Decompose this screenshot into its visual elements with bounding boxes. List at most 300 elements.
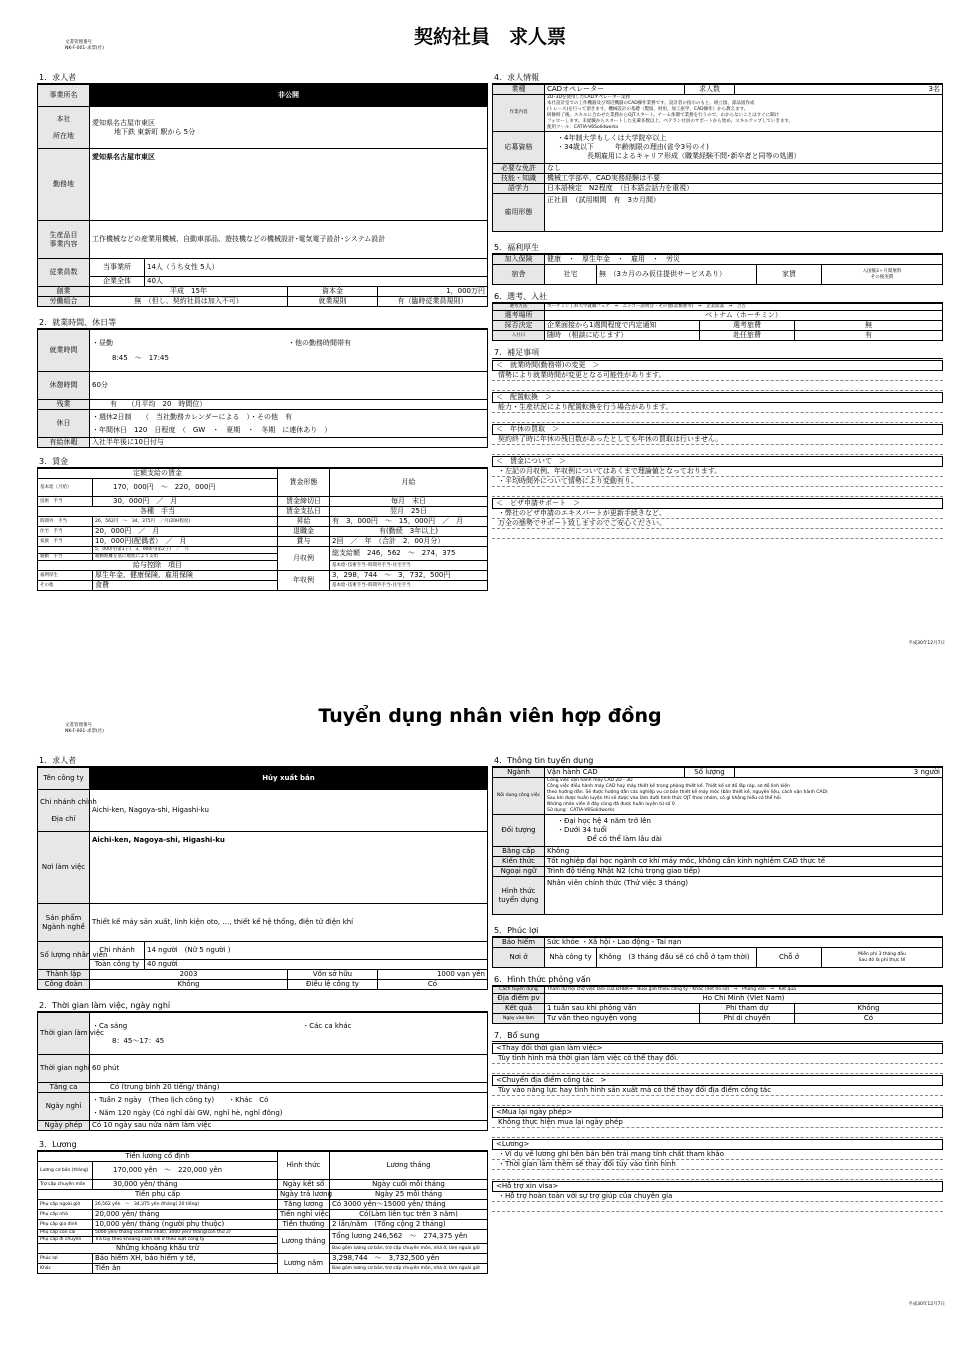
knowledge-value: 機械工学部卒、CAD実務経験は不要	[545, 174, 943, 184]
retirement-label: 退職金	[278, 527, 330, 537]
skill-allowance-value: 30，000円 ／ 月	[93, 497, 278, 507]
note-line: Không thực hiện mua lại ngày phép	[492, 1118, 943, 1128]
hq-label: 本社 所在地	[38, 107, 90, 149]
founded-value: 2003	[90, 970, 288, 980]
interview-travel-value: Không	[795, 1004, 943, 1014]
insurance-label: Bảo hiểm	[493, 938, 545, 948]
text-line: Sau khi được huấn luyện thì sẽ được vào làm dưới hình thức OJT theo nhóm, có gì không hiểu có thể hỏi	[547, 796, 781, 801]
annual-example-value: 3，298，744 ～ 3，732，500円	[330, 571, 488, 581]
wage-table	[37, 468, 488, 591]
text-line: (トレース)を行って頂きます。機械設計の基礎（製図、材用、加工座学、CAD操作）から教えます。	[547, 107, 749, 112]
founded-label: Thành lập	[38, 970, 90, 980]
product-label: 生産品目 事業内容	[38, 221, 90, 259]
section-job-title: 4．Thông tin tuyển dụng	[492, 755, 943, 767]
insurance-label: 加入保険	[493, 255, 545, 265]
rules-label: 就業規則	[288, 297, 378, 307]
note-blank-line	[492, 445, 943, 455]
section-employer-title: 1．求人者	[37, 755, 488, 767]
bonus-label: Tiền thưởng	[278, 1220, 330, 1230]
sheet-title: Tuyển dụng nhân viên hợp đồng	[318, 705, 662, 727]
language-value: 日本語検定 N2程度 （日本語会話力を重視）	[545, 184, 943, 194]
employees-total-label: 企業全体	[90, 277, 145, 287]
child-allowance-label	[38, 547, 93, 554]
base-salary-value: 170，000円 ～ 220，000円	[93, 479, 278, 497]
employment-value: 正社員 （試用期間 有 3カ月間）	[545, 194, 943, 232]
selection-table	[492, 303, 943, 341]
job-sheet-japanese	[0, 0, 980, 670]
family-allowance-label: 家族 手当	[38, 537, 93, 547]
retirement-label: Tiền nghỉ việc	[278, 1210, 330, 1220]
welfare-label: Phúc lợi	[38, 1254, 93, 1264]
payday-label: Ngày trả lương	[278, 1190, 330, 1200]
section-notes-title: 7．Bổ sung	[492, 1030, 943, 1042]
housing-allowance-value: 20,000 yên/ tháng	[93, 1210, 278, 1220]
note-heading: ＜ 配置転換 ＞	[492, 392, 943, 403]
hq-label: Chi nhánh chính Địa chỉ	[38, 790, 90, 832]
company-housing-value: Không (3 tháng đầu sẽ có chỗ ở tạm thời)	[597, 948, 757, 968]
holiday-value: ・Tuần 2 ngày (Theo lịch công ty) ・Khác Có ・Năm 120 ngày (Có nghỉ dài GW, nghỉ hè, nghỉ đông)	[90, 1093, 488, 1121]
method-label: 選考方法	[493, 304, 545, 311]
child-allowance-label: Phụ cấp con cái	[38, 1230, 93, 1237]
section-employer-title: 1．求人者	[37, 72, 488, 84]
language-label: 語学力	[493, 184, 545, 194]
job-content-lines	[547, 778, 940, 814]
annual-example-label: Lương năm	[278, 1254, 330, 1274]
wage-table	[37, 1151, 488, 1274]
headcount-value: 3 người	[735, 768, 943, 778]
hq-address: 愛知県名古屋市東区 地下鉄 東新町 駅から 5分	[90, 107, 488, 149]
join-date-value: 随時 （相談に応じます）	[545, 331, 700, 341]
relocation-value: 有	[795, 331, 943, 341]
company-housing-label: Nhà công ty	[545, 948, 597, 968]
note-line: ・左記の月収例、年収例についてはあくまで理論値となっております。	[492, 467, 943, 477]
child-allowance-value: 5000 yên/ tháng (con thứ nhất), 3000 yên/ tháng(con thứ 2)	[93, 1230, 278, 1237]
text-line: ・34歳以下 年齢制限の理由(省令3号のイ)	[557, 143, 709, 151]
text-line: ・4年制大学もしくは大学院卒以上	[557, 134, 667, 142]
monthly-example-label: 月収例	[278, 547, 330, 571]
employees-label: 従業員数	[38, 259, 90, 287]
method-label: Cách tuyển dụng	[493, 987, 545, 994]
pay-form-value: 月給	[330, 469, 488, 497]
note-line: Tùy tình hình mà thời gian làm việc có thể thay đổi.	[492, 1054, 943, 1064]
family-allowance-label: Phụ cấp gia đình	[38, 1220, 93, 1230]
payday-value: 翌月 25日	[330, 507, 488, 517]
text-line: フォローします。未経験からスタートした先輩多数以上、ベテラン社員のサポートから始め、スキルアップしていきます。	[547, 119, 794, 124]
headcount-label: Số lượng	[685, 768, 735, 778]
section-wage-title: 3．Lương	[37, 1139, 488, 1151]
monthly-example-value: Tổng lương 246,562 ～ 274,375 yên	[330, 1230, 488, 1244]
venue-value: Ho Chi Minh (Viet Nam)	[545, 994, 943, 1004]
text-line: 長期雇用によるキャリア形成（職業経験不問･新卒者と同等の処遇）	[587, 152, 801, 160]
relocation-value: Có	[795, 1014, 943, 1024]
job-value: Vận hành CAD	[545, 768, 685, 778]
raise-label: 昇給	[278, 517, 330, 527]
section-selection-title: 6．Hình thức phỏng vấn	[492, 974, 943, 986]
note-line: 能力・生産状況により配置転換を行う場合があります。	[492, 403, 943, 413]
venue-label: Địa điểm pv	[493, 994, 545, 1004]
commute-allowance-value: 通勤距離を基に規程により支給	[93, 554, 278, 561]
company-value: 非公開	[90, 85, 488, 107]
note-blank-line	[492, 1064, 943, 1074]
section-hours-title: 2．Thời gian làm việc, ngày nghỉ	[37, 1000, 488, 1012]
product-value: 工作機械などの産業用機械、自動車部品、遊技機などの機械設計･電気電子設計･システム設計	[90, 221, 488, 259]
decision-label: Kết quả	[493, 1004, 545, 1014]
paid-leave-label: Ngày phép	[38, 1121, 90, 1131]
text-line: Công việc vận hành máy CAD 2D・3D	[547, 778, 633, 783]
rent-value: 入国後3ヶ月間無料 その後実費	[822, 265, 943, 285]
job-content-value	[545, 95, 943, 132]
note-blank-line	[492, 487, 943, 497]
job-table	[492, 767, 943, 915]
sheet-title: 契約社員 求人票	[413, 26, 566, 48]
fixed-wage-header: Tiền lương cố định	[38, 1152, 278, 1162]
cutoff-label: 賃金締切日	[278, 497, 330, 507]
break-label: Thời gian nghỉ	[38, 1055, 90, 1083]
annual-example-note: Bao gồm lương cơ bản, trợ cấp chuyên môn, nhà ở, làm ngoài giờ	[330, 1264, 488, 1274]
union-value: 無 （但し、契約社員は加入不可）	[90, 297, 288, 307]
knowledge-label: 技能・知識	[493, 174, 545, 184]
job-content-label: 作業内容	[493, 95, 545, 132]
license-value: Không	[545, 847, 943, 857]
paid-leave-value: 入社半年後に10日付与	[90, 438, 488, 448]
employees-site-value: 14 người (Nữ 5 người )	[145, 942, 488, 960]
welfare-value: Bảo hiểm XH, bảo hiểm y tế,	[93, 1254, 278, 1264]
insurance-value: Sức khỏe ・Xã hội・Lao động・Tai nạn	[545, 938, 943, 948]
overtime-label: 残業	[38, 400, 90, 410]
housing-allowance-label: 住宅 手当	[38, 527, 93, 537]
fixed-wage-header: 定額支給の賃金	[38, 469, 278, 479]
monthly-example-note: 基本給･技術手当･時間外手当･住宅手当	[330, 561, 488, 571]
document-number: 文書管理番号 NK-F-001-求票(社)	[65, 723, 104, 734]
note-heading: <Chuyển địa điểm công tác >	[492, 1075, 943, 1086]
note-line: ・弊社のビザ申請のエキスパートが更新手続きなど、	[492, 509, 943, 519]
rules-label: Điều lệ công ty	[287, 980, 377, 990]
union-label: Công đoàn	[38, 980, 90, 990]
section-wage-title: 3．賃金	[37, 456, 488, 468]
note-heading: ＜ 就業時間(勤務帯)の変更 ＞	[492, 360, 943, 371]
note-line: ・平均時間外について情勢により変動有り。	[492, 477, 943, 487]
note-blank-line	[492, 381, 943, 391]
union-value: Không	[90, 980, 288, 990]
method-value: Tham dự hội chợ việc làm của ĐHBK⇒ Buổi giới thiệu công ty・Khác (Xét hồ sơ) ⇒ Phỏng vấn ⇒ Kết quả	[545, 987, 943, 994]
note-heading: ＜ ビザ申請サポート ＞	[492, 498, 943, 509]
company-housing-value: 無 （3カ月のみ仮住提供サービスあり）	[597, 265, 757, 285]
base-salary-label: 基本給（月給）	[38, 479, 93, 497]
join-date-label: 入社日	[493, 331, 545, 341]
language-value: Trình độ tiếng Nhật N2 (chú trọng giao tiếp)	[545, 867, 943, 877]
pay-form-label: 賃金形態	[278, 469, 330, 497]
qualification-lines	[547, 134, 940, 161]
hours-table	[37, 329, 488, 448]
note-line: ・Hỗ trợ hoàn toàn với sự trợ giúp của chuyên gia	[492, 1192, 943, 1202]
overtime-pay-label: 時間外 手当	[38, 517, 93, 527]
note-line: 情勢により就業時間が変更となる可能性があります。	[492, 371, 943, 381]
qualification-value	[545, 815, 943, 847]
notes-list	[492, 1043, 943, 1212]
commute-allowance-value: Trả tùy theo khoảng cách nơi ở theo luật công ty	[93, 1237, 278, 1244]
knowledge-label: Kiến thức	[493, 857, 545, 867]
qualification-label: 応募資格	[493, 132, 545, 164]
section-job-title: 4．求人情報	[492, 72, 943, 84]
retirement-value: Có(Làm liên tục trên 3 năm)	[330, 1210, 488, 1220]
relocation-label: Phí di chuyển	[700, 1014, 795, 1024]
method-value: ホーチミン工科大学就職フェア ⇒ ニッコー説明会・その他(書類選考) ⇒ 企業面談 ⇒ 合否	[545, 304, 943, 311]
payday-label: 賃金支払日	[278, 507, 330, 517]
job-content-value	[545, 778, 943, 815]
document-number: 文書管理番号 NK-F-001-求票(社)	[65, 40, 104, 51]
interview-travel-value: 無	[795, 321, 943, 331]
text-line: Sử dụng：CATIA-V6Solidworks	[547, 808, 615, 813]
note-blank-line	[492, 413, 943, 423]
employees-total-value: 40 người	[145, 960, 488, 970]
employment-label: Hình thức tuyển dụng	[493, 877, 545, 915]
rent-label: 家賃	[757, 265, 822, 285]
work-location-label: 勤務地	[38, 149, 90, 221]
holiday-label: Ngày nghỉ	[38, 1093, 90, 1121]
dormitory-label: 宿舎	[493, 265, 545, 285]
holiday-value: ・週休2日制 （ 当社勤務カレンダーによる ）・その他 有 ・年間休日 120 日程度 （ GW ・ 夏期 ・ 冬期 に連休あり ）	[90, 410, 488, 438]
break-value: 60分	[90, 372, 488, 400]
hq-address: Aichi-ken, Nagoya-shi, Higashi-ku	[90, 790, 488, 832]
left-column	[37, 70, 488, 591]
bonus-label: 賞与	[278, 537, 330, 547]
paid-leave-label: 有給休暇	[38, 438, 90, 448]
notes-list	[492, 360, 943, 539]
product-label: Sản phẩm Ngành nghề	[38, 904, 90, 942]
skill-allowance-label: Trợ cấp chuyên môn	[38, 1180, 93, 1190]
license-label: 必要な免許	[493, 164, 545, 174]
language-label: Ngoại ngữ	[493, 867, 545, 877]
note-line: ・Thời gian làm thêm sẽ thay đổi tùy vào tình hình	[492, 1160, 943, 1170]
venue-value: ベトナム（ホーチミン）	[545, 311, 943, 321]
employees-total-label: Toàn công ty	[90, 960, 145, 970]
qualification-lines	[547, 817, 940, 844]
deductions-header: 給与控除 項目	[38, 561, 278, 571]
employees-label: Số lượng nhân viên	[38, 942, 90, 970]
section-welfare-title: 5．福利厚生	[492, 242, 943, 254]
left-column	[37, 753, 488, 1274]
relocation-label: 赴任旅費	[700, 331, 795, 341]
company-value: Hủy xuất bản	[90, 768, 488, 790]
decision-value: 企業面接から1週間程度で内定通知	[545, 321, 700, 331]
job-content-lines	[547, 95, 940, 131]
note-heading: <Lương>	[492, 1139, 943, 1150]
hours-table	[37, 1012, 488, 1131]
footnote-date: 平成30年12月7日	[908, 641, 945, 646]
union-label: 労働組合	[38, 297, 90, 307]
welfare-table	[492, 937, 943, 968]
note-heading: ＜ 賃金について ＞	[492, 456, 943, 467]
annual-example-label: 年収例	[278, 571, 330, 591]
break-value: 60 phút	[90, 1055, 488, 1083]
note-blank-line	[492, 1096, 943, 1106]
headcount-value: 3名	[735, 85, 943, 95]
pay-form-value: Lương tháng	[330, 1152, 488, 1180]
employees-site-label: 当事業所	[90, 259, 145, 277]
note-blank-line	[492, 529, 943, 539]
note-blank-line	[492, 1202, 943, 1212]
employees-site-value: 14人（うち女性 5人）	[145, 259, 488, 277]
knowledge-value: Tốt nghiệp đại học ngành cơ khí máy móc, không cần kinh nghiệm CAD thực tế	[545, 857, 943, 867]
annual-example-note: 基本給･技術手当･時間外手当･住宅手当	[330, 581, 488, 591]
venue-label: 選考場所	[493, 311, 545, 321]
section-selection-title: 6．選考、入社	[492, 291, 943, 303]
base-salary-label: Lương cơ bản (tháng)	[38, 1162, 93, 1180]
text-line: theo hướng dẫn. Sẽ được hướng dẫn các nghiệp vụ cơ bản thiết kế máy móc (bản thiết kế, nguyên liệu, cách vận hành CAD)	[547, 790, 828, 795]
selection-table	[492, 986, 943, 1024]
employer-table	[37, 767, 488, 990]
raise-value: Có 3000 yên～15000 yên/ tháng	[330, 1200, 488, 1210]
payday-value: Ngày 25 mỗi tháng	[330, 1190, 488, 1200]
product-value: Thiết kế máy sản xuất, linh kiện oto, …, thiết kế hệ thống, điện tử điện khí	[90, 904, 488, 942]
founded-label: 創業	[38, 287, 90, 297]
hours-value: ・Ca sáng ・Các ca khác 8：45～17：45	[90, 1013, 488, 1055]
overtime-label: Tăng ca	[38, 1083, 90, 1093]
work-location-value: Aichi-ken, Nagoya-shi, Higashi-ku	[90, 832, 488, 904]
headcount-label: 求人数	[685, 85, 735, 95]
insurance-value: 健康 ・ 厚生年金 ・ 雇用 ・ 労災	[545, 255, 943, 265]
employees-total-value: 40人	[145, 277, 488, 287]
note-heading: <Hỗ trợ xin visa>	[492, 1181, 943, 1192]
cutoff-value: 毎月 末日	[330, 497, 488, 507]
rent-value: Miễn phí 3 tháng đầu Sau đó là phí thực tế	[822, 948, 943, 968]
rules-value: 有（臨時従業員規則）	[378, 297, 488, 307]
text-line: 本社設計室での工作機器及び周辺機器のCAD操作業務です。設計者の指示のもと、組立図、部品図作成	[547, 101, 755, 106]
allowances-header: 各種 手当	[38, 507, 278, 517]
child-allowance-value: 5，000円(第1子) 3，000円(第2子) ／ 月	[93, 547, 278, 554]
hours-label: Thời gian làm việc	[38, 1013, 90, 1055]
rules-value: Có	[377, 980, 487, 990]
skill-allowance-value: 30,000 yên/ tháng	[93, 1180, 278, 1190]
family-allowance-value: 10，000円(配偶者） ／ 月	[93, 537, 278, 547]
commute-allowance-label: Phụ cấp đi chuyển	[38, 1237, 93, 1244]
note-heading: <Thay đổi thời gian làm việc>	[492, 1043, 943, 1054]
deductions-header: Những khoảng khấu trừ	[38, 1244, 278, 1254]
housing-allowance-label: Phụ cấp nhà	[38, 1210, 93, 1220]
skill-allowance-label: 技術 手当	[38, 497, 93, 507]
section-welfare-title: 5．Phúc lợi	[492, 925, 943, 937]
other-deduction-value: 食費	[93, 581, 278, 591]
note-heading: ＜ 年休の買取 ＞	[492, 424, 943, 435]
overtime-value: 有 （月平均 20 時間位）	[90, 400, 488, 410]
job-content-label: Nội dung công việc	[493, 778, 545, 815]
join-date-label: Ngày vào làm	[493, 1014, 545, 1024]
footnote-date: 平成30年12月7日	[908, 1302, 945, 1307]
section-hours-title: 2．就業時間、休日等	[37, 317, 488, 329]
allowances-header: Tiền phụ cấp	[38, 1190, 278, 1200]
hours-value: ・昼勤 ・他の勤務時間帯有 8:45 ～ 17:45	[90, 330, 488, 372]
cutoff-label: Ngày kết sổ	[278, 1180, 330, 1190]
text-line: 研修終了後、スキルに合わせた業務からOJTスタート。チーム体制で業務を行うので、わからないことはすぐに聞け	[547, 113, 780, 118]
welfare-value: 厚生年金、健康保険、雇用保険	[93, 571, 278, 581]
decision-value: 1 tuần sau khi phỏng vấn	[545, 1004, 700, 1014]
qualification-value	[545, 132, 943, 164]
qualification-label: Đối tượng	[493, 815, 545, 847]
rent-label: Chỗ ở	[757, 948, 822, 968]
license-label: Bằng cấp	[493, 847, 545, 857]
dormitory-label: Nơi ở	[493, 948, 545, 968]
job-label: Ngành	[493, 768, 545, 778]
text-line: 使用ツール：CATIA-V6Solidworks	[547, 125, 619, 130]
interview-travel-label: 選考旅費	[700, 321, 795, 331]
interview-travel-label: Phí tham dự	[700, 1004, 795, 1014]
overtime-value: Có (trung bình 20 tiếng/ tháng)	[90, 1083, 488, 1093]
other-deduction-value: Tiền ăn	[93, 1264, 278, 1274]
bonus-value: 2 lần/năm (Tổng cộng 2 tháng)	[330, 1220, 488, 1230]
welfare-label: 福利厚生	[38, 571, 93, 581]
capital-label: Vốn sở hữu	[287, 970, 377, 980]
text-line: ・Đại học hệ 4 năm trở lên	[557, 817, 651, 825]
overtime-pay-value: 26，562円 ～ 34，375円 ／月(20H程度)	[93, 517, 278, 527]
break-label: 休憩時間	[38, 372, 90, 400]
commute-allowance-label: 通勤 手当	[38, 554, 93, 561]
job-table	[492, 84, 943, 232]
capital-label: 資本金	[288, 287, 378, 297]
text-line: Để có thể làm lâu dài	[587, 835, 662, 843]
note-heading: <Mua lại ngày phép>	[492, 1107, 943, 1118]
monthly-example-value: 総支給額 246，562 ～ 274，375	[330, 547, 488, 561]
work-location-label: Nơi làm việc	[38, 832, 90, 904]
text-line: Công việc điều hành máy CAD hay máy thiết kế trong phòng thiết kế. Thiết kế sơ đồ lắp ráp, sơ đồ linh kiện	[547, 784, 791, 789]
monthly-example-note: Bao gồm lương cơ bản, trợ cấp chuyên môn, nhà ở, làm ngoài giờ	[330, 1244, 488, 1254]
company-housing-label: 社宅	[545, 265, 597, 285]
work-location-value: 愛知県名古屋市東区	[90, 149, 488, 221]
note-line: ・Ví dụ về lương ghi bên bản bên trái mang tính chất tham khảo	[492, 1150, 943, 1160]
employer-table	[37, 84, 488, 307]
join-date-value: Tư vấn theo nguyện vọng	[545, 1014, 700, 1024]
overtime-pay-value: 26,562 yên ～ 34,375 yên /tháng( 20 tiếng)	[93, 1200, 278, 1210]
overtime-pay-label: Phụ cấp ngoài giờ	[38, 1200, 93, 1210]
right-column	[492, 70, 943, 539]
holiday-label: 休日	[38, 410, 90, 438]
job-label: 業種	[493, 85, 545, 95]
raise-value: 有 3，000円 ～ 15，000円 ／ 月	[330, 517, 488, 527]
text-line: ・Dưới 34 tuổi	[557, 826, 607, 834]
retirement-value: 有(勤続 3年以上)	[330, 527, 488, 537]
text-line: 2D･3Dを使用したCADオペレーター業務	[547, 95, 631, 100]
capital-value: 1，000万円	[378, 287, 488, 297]
capital-value: 1000 vạn yên	[377, 970, 487, 980]
raise-label: Tăng lương	[278, 1200, 330, 1210]
founded-value: 平成 15年	[90, 287, 288, 297]
company-label: 事業所名	[38, 85, 90, 107]
note-line: 契約終了時に年休の残日数があったとしても年休の買取は行いません。	[492, 435, 943, 445]
employment-value: Nhân viên chính thức (Thử việc 3 tháng)	[545, 877, 943, 915]
pay-form-label: Hình thức	[278, 1152, 330, 1180]
job-value: CADオペレーター	[545, 85, 685, 95]
other-deduction-label: その他	[38, 581, 93, 591]
right-column	[492, 753, 943, 1212]
monthly-example-label: Lương tháng	[278, 1230, 330, 1254]
housing-allowance-value: 20，000円 ／ 月	[93, 527, 278, 537]
welfare-table	[492, 254, 943, 285]
family-allowance-value: 10,000 yên/ tháng (người phụ thuộc)	[93, 1220, 278, 1230]
section-notes-title: 7．補足事項	[492, 347, 943, 359]
note-blank-line	[492, 1170, 943, 1180]
job-sheet-vietnamese	[0, 683, 980, 1353]
text-line: Những nhân viên ở đây cũng đã được huấn luyện từ số 0	[547, 802, 675, 807]
base-salary-value: 170,000 yên ～ 220,000 yên	[93, 1162, 278, 1180]
cutoff-value: Ngày cuối mỗi tháng	[330, 1180, 488, 1190]
company-label: Tên công ty	[38, 768, 90, 790]
other-deduction-label: Khác	[38, 1264, 93, 1274]
annual-example-value: 3,298,744 ～ 3,732,500 yên	[330, 1254, 488, 1264]
license-value: なし	[545, 164, 943, 174]
note-blank-line	[492, 1128, 943, 1138]
note-line: Tùy vào năng lực hay tình hình sản xuất mà có thể thay đổi địa điểm công tác	[492, 1086, 943, 1096]
note-line: 万全の態勢でサポート致しますのでご安心ください。	[492, 519, 943, 529]
hours-label: 就業時間	[38, 330, 90, 372]
